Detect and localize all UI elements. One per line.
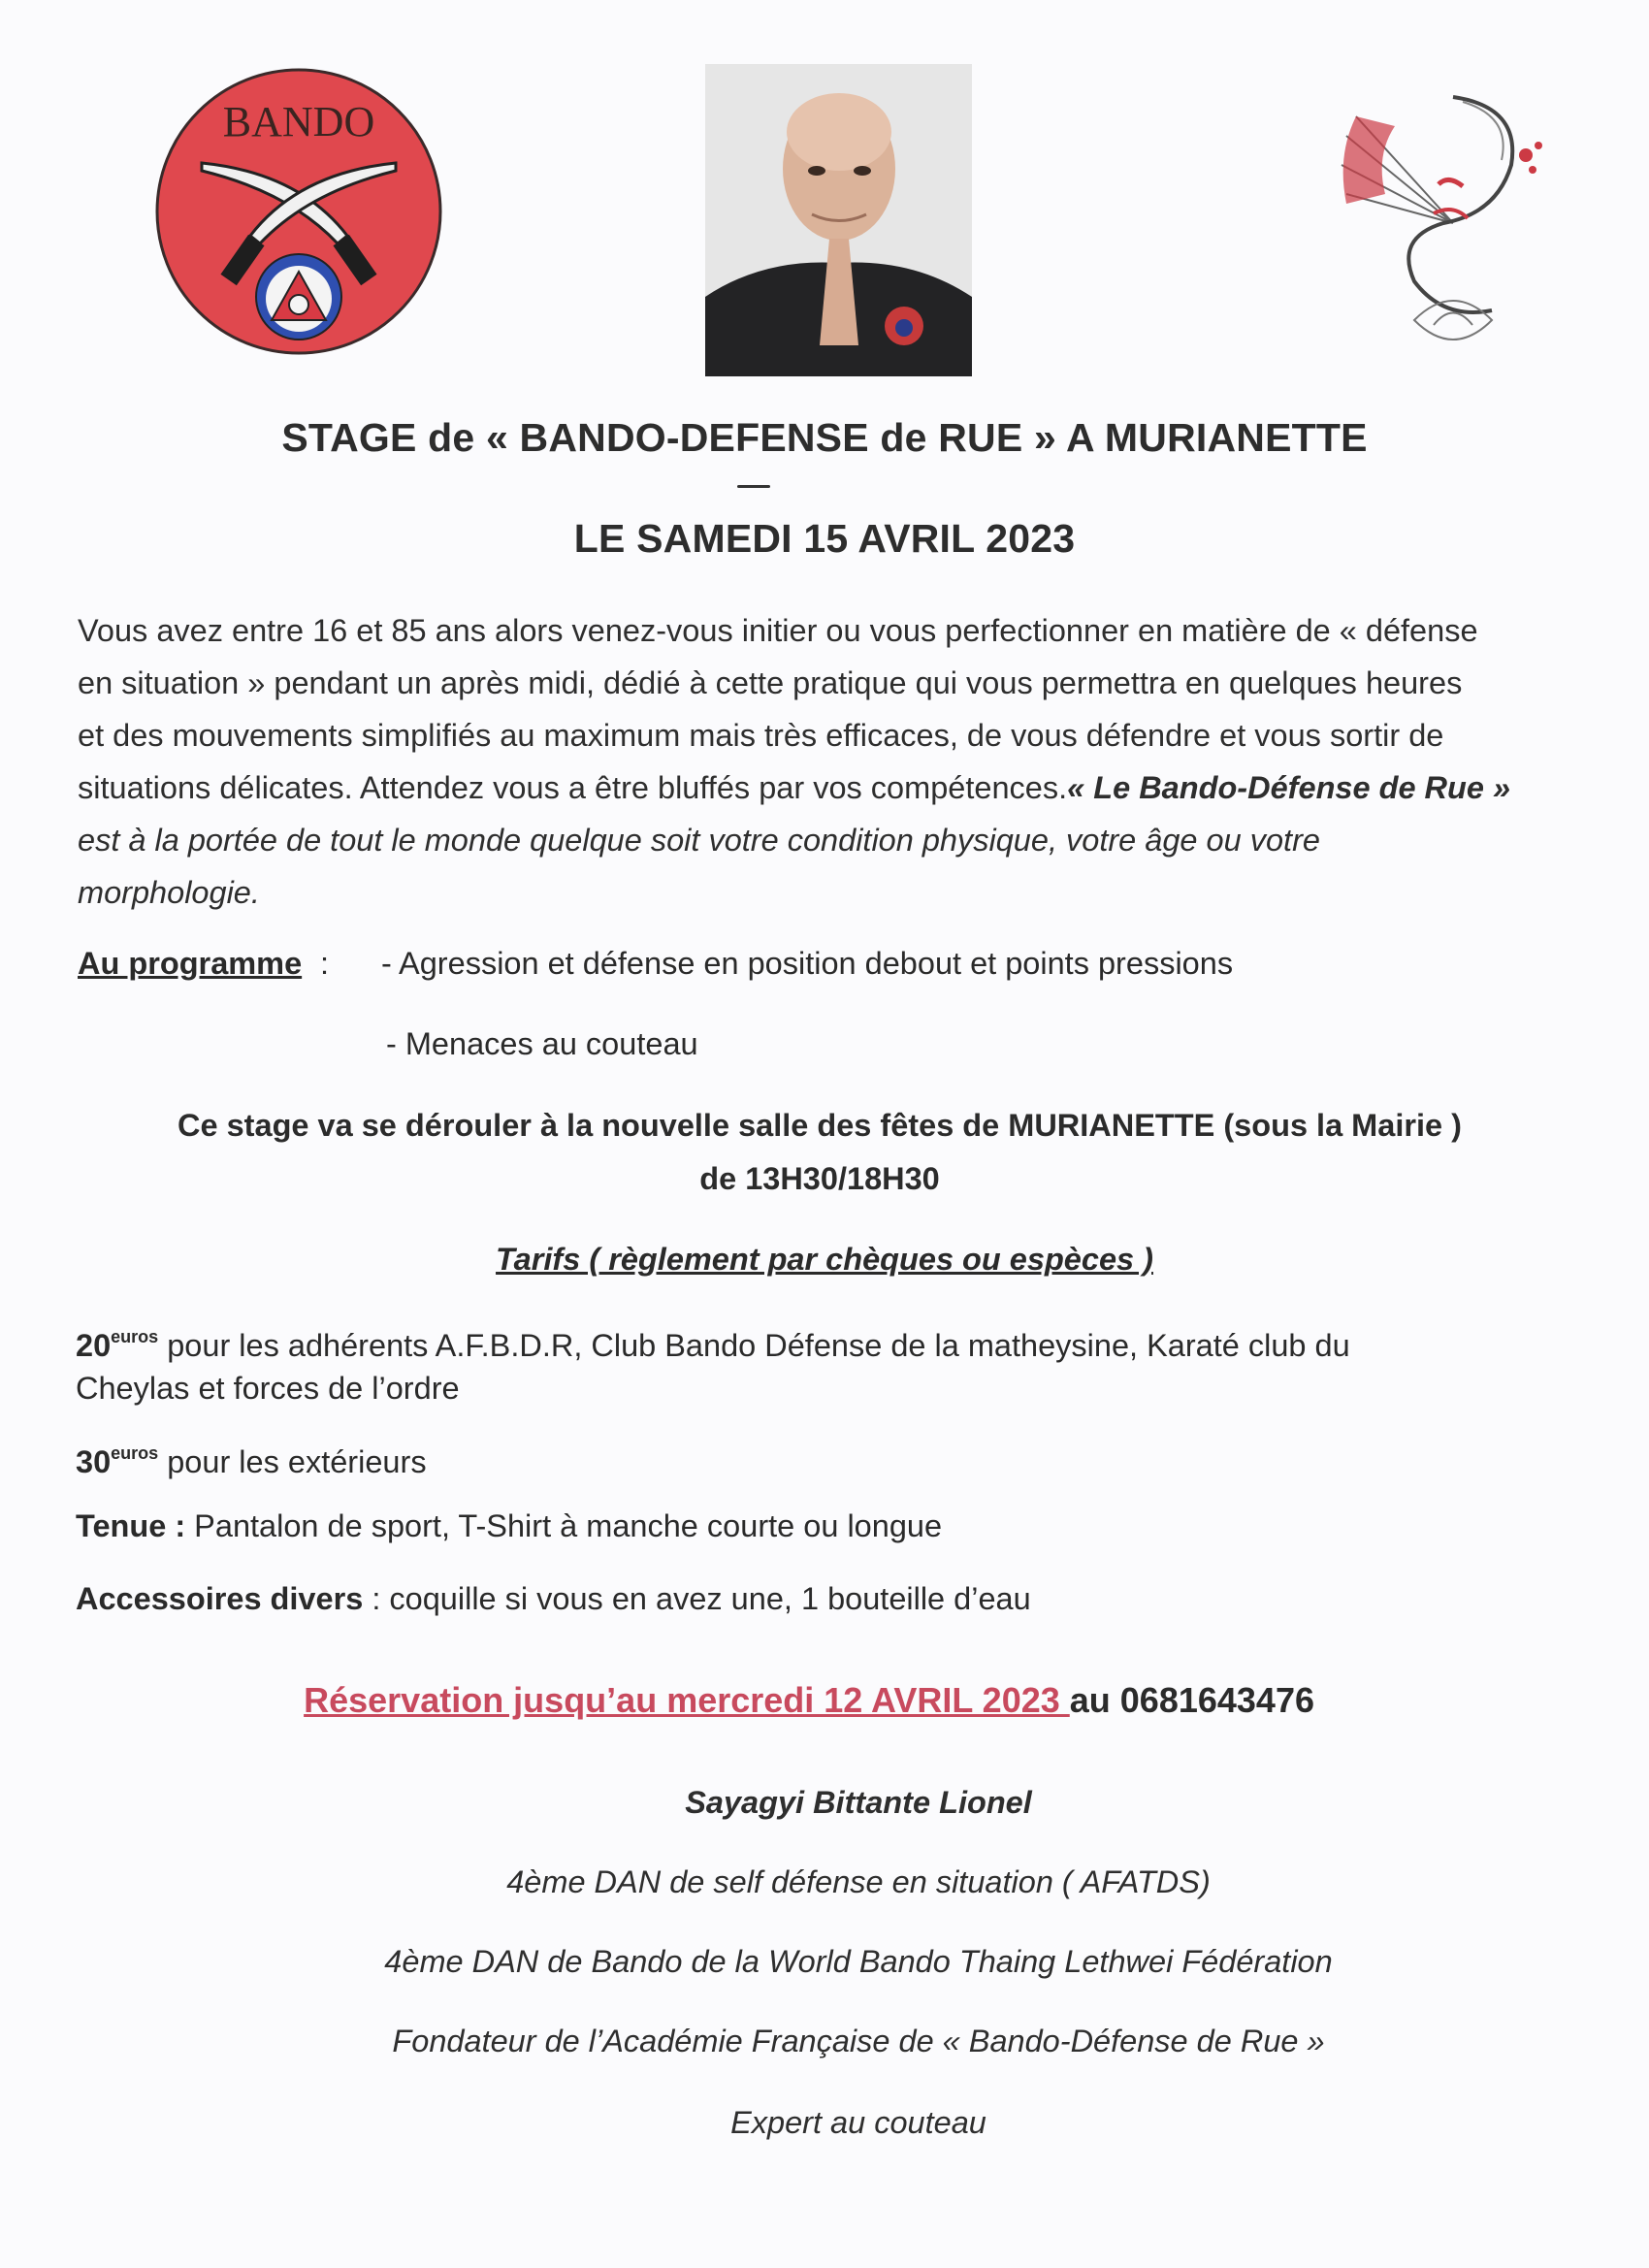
bando-logo-icon xyxy=(153,66,444,357)
programme-item: - Menaces au couteau xyxy=(386,1026,698,1061)
intro-line: et des mouvements simplifiés au maximum mais très efficaces, de vous défendre et vous sortir de xyxy=(78,718,1444,753)
accessories-line xyxy=(76,1581,1031,1617)
intro-highlight: « Le Bando-Défense de Rue » xyxy=(1067,770,1511,805)
intro-line: est à la portée de tout le monde quelque soit votre condition physique, votre âge ou votre xyxy=(78,823,1320,858)
price-unit: euros xyxy=(111,1327,159,1346)
instructor-name: Sayagyi Bittante Lionel xyxy=(685,1785,1032,1820)
dragon-drawing-icon xyxy=(1327,78,1579,369)
reservation-line xyxy=(0,1680,1314,1721)
title-separator xyxy=(737,485,770,488)
price-text: pour les extérieurs xyxy=(158,1444,427,1479)
intro-line xyxy=(78,761,1630,814)
reservation-deadline: Réservation jusqu’au mercredi 12 AVRIL 2023 xyxy=(304,1680,1070,1720)
programme-item: - Agression et défense en position debout et points pressions xyxy=(381,946,1234,981)
programme-colon: : xyxy=(320,946,330,981)
tenue-label: Tenue : xyxy=(76,1508,186,1543)
intro-line: Vous avez entre 16 et 85 ans alors venez-vous initier ou vous perfectionner en matière de « défense xyxy=(78,613,1478,648)
price-members xyxy=(76,1315,1579,1409)
price-unit: euros xyxy=(111,1443,159,1463)
tarifs-heading: Tarifs ( règlement par chèques ou espèces ) xyxy=(496,1242,1153,1277)
logo-text: BANDO xyxy=(222,98,375,146)
price-text: pour les adhérents A.F.B.D.R, Club Bando Défense de la matheysine, Karaté club du xyxy=(158,1328,1350,1363)
price-external xyxy=(76,1432,427,1483)
instructor-photo xyxy=(705,64,972,376)
instructor-credential: 4ème DAN de self défense en situation ( AFATDS) xyxy=(506,1864,1211,1899)
page-title: STAGE de « BANDO-DEFENSE de RUE » A MURIANETTE xyxy=(281,415,1368,460)
tenue-line xyxy=(76,1508,942,1544)
location-line: Ce stage va se dérouler à la nouvelle salle des fêtes de MURIANETTE (sous la Mairie ) xyxy=(178,1108,1462,1143)
price-amount: 20 xyxy=(76,1328,112,1363)
intro-text: situations délicates. Attendez vous a être bluffés par vos compétences. xyxy=(78,770,1068,805)
price-amount: 30 xyxy=(76,1444,112,1479)
intro-line: morphologie. xyxy=(78,875,260,910)
accessories-label: Accessoires divers xyxy=(76,1581,364,1616)
portrait-icon xyxy=(705,64,972,376)
intro-line: en situation » pendant un après midi, dédié à cette pratique qui vous permettra en quelques heures xyxy=(78,665,1463,700)
instructor-credential: Fondateur de l’Académie Française de « Bando-Défense de Rue » xyxy=(392,2024,1325,2058)
tenue-text: Pantalon de sport, T-Shirt à manche courte ou longue xyxy=(185,1508,943,1543)
instructor-credential: 4ème DAN de Bando de la World Bando Thaing Lethwei Fédération xyxy=(384,1944,1333,1979)
price-text: Cheylas et forces de l’ordre xyxy=(76,1371,460,1406)
instructor-credential: Expert au couteau xyxy=(730,2105,986,2140)
time-line: de 13H30/18H30 xyxy=(699,1161,940,1196)
intro-paragraph xyxy=(78,604,1630,919)
programme-label: Au programme xyxy=(78,946,303,981)
event-date: LE SAMEDI 15 AVRIL 2023 xyxy=(573,516,1076,561)
reservation-phone: au 0681643476 xyxy=(1069,1680,1314,1720)
accessories-text: : coquille si vous en avez une, 1 bouteille d’eau xyxy=(363,1581,1031,1616)
